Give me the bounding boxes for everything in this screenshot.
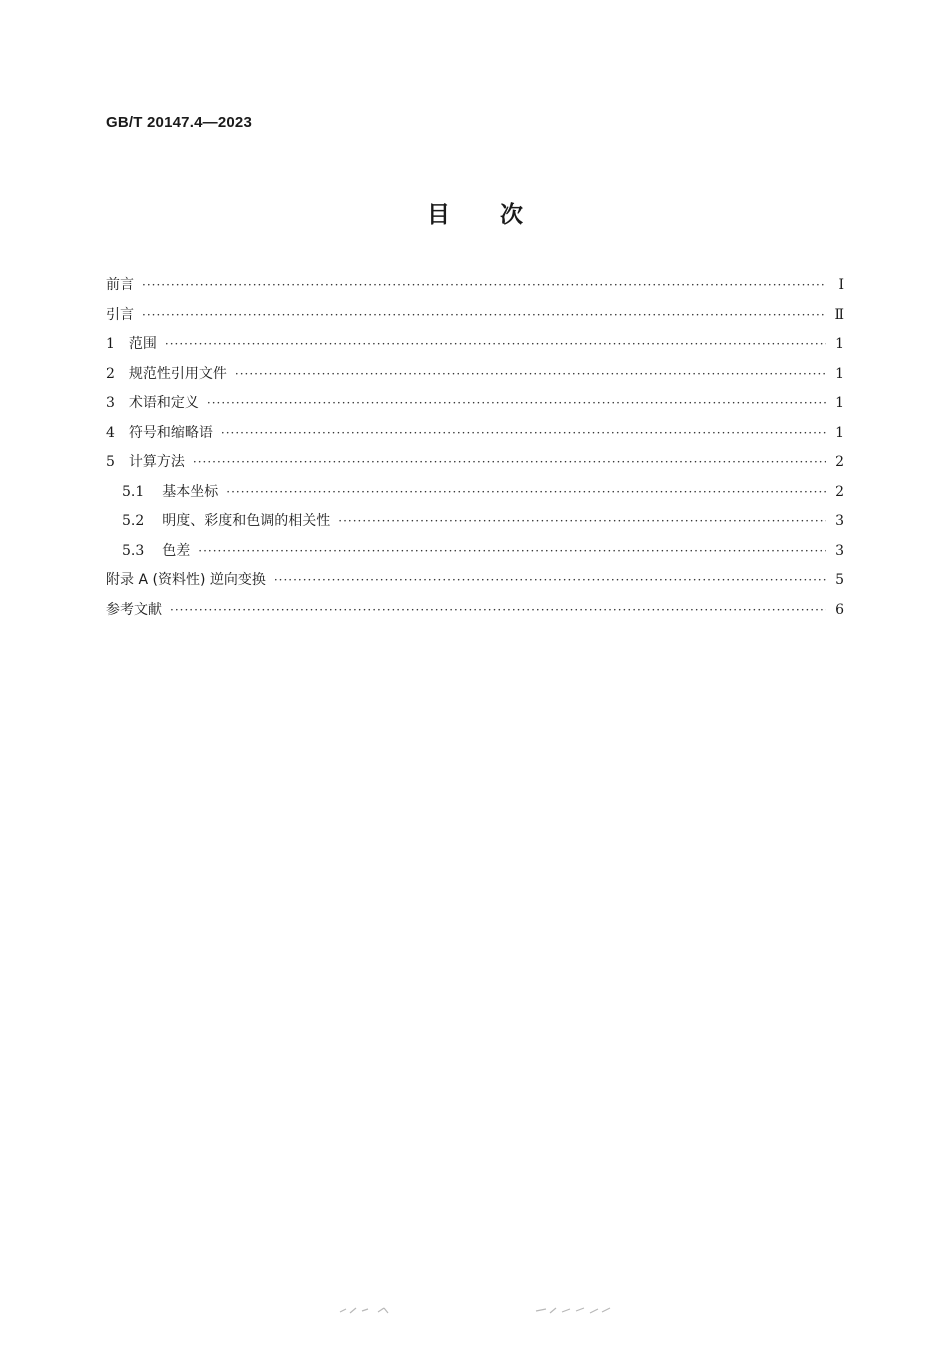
toc-entry-number: 1 [106, 336, 115, 352]
toc-leader-dots [165, 330, 826, 360]
toc-leader-dots [226, 478, 826, 508]
toc-entry-page: 5 [835, 572, 844, 588]
toc-entry-label: 规范性引用文件 [128, 365, 227, 382]
toc-entry-normative-references[interactable] [106, 360, 844, 390]
toc-entry-number: 5.3 [122, 542, 145, 559]
toc-entry-page: 2 [835, 483, 844, 500]
standard-code: GB/T 20147.4—2023 [106, 114, 252, 131]
toc-entry-page: Ⅰ [838, 277, 844, 293]
toc-entry-label: 色差 [162, 542, 191, 559]
toc-entry-symbols-abbreviations[interactable] [106, 419, 844, 449]
toc-entry-foreword[interactable] [106, 271, 844, 301]
toc-entry-label: 前言 [106, 277, 134, 293]
toc-entry-page: 3 [835, 542, 844, 559]
toc-entry-number: 5 [106, 454, 115, 470]
toc-entry-page: 1 [835, 336, 844, 352]
toc-entry-page: 1 [835, 424, 844, 441]
toc-entry-page: 1 [835, 365, 844, 382]
toc-entry-number: 3 [106, 395, 115, 411]
toc-leader-dots [170, 596, 826, 626]
toc-entry-label: 引言 [106, 306, 134, 323]
cropped-footer-text [0, 1302, 950, 1316]
toc-entry-page: Ⅱ [834, 306, 844, 323]
toc-entry-label: 附录 A (资料性) 逆向变换 [106, 572, 266, 588]
toc-entry-scope[interactable] [106, 330, 844, 360]
toc-entry-number: 2 [106, 365, 115, 382]
toc-entry-bibliography[interactable] [106, 596, 844, 626]
toc-entry-label: 符号和缩略语 [128, 424, 213, 441]
cropped-footer-strokes [0, 1303, 950, 1317]
toc-entry-number: 5.1 [122, 483, 145, 500]
toc-entry-number: 4 [106, 424, 115, 441]
page-title [0, 196, 950, 229]
toc-entry-label: 基本坐标 [162, 483, 219, 500]
toc-entry-basic-coordinates[interactable] [106, 478, 844, 508]
toc-leader-dots [198, 537, 826, 567]
toc-leader-dots [142, 271, 826, 301]
toc-entry-label: 术语和定义 [128, 395, 199, 411]
toc-entry-page: 6 [835, 601, 844, 618]
toc-entry-label: 参考文献 [106, 601, 162, 618]
toc-entry-page: 3 [835, 513, 844, 529]
title-char-2: 次 [500, 202, 523, 228]
toc-entry-number: 5.2 [122, 513, 145, 529]
toc-entry-page: 1 [835, 395, 844, 411]
toc-leader-dots [142, 301, 826, 331]
toc-list [106, 271, 844, 625]
toc-entry-annex-a[interactable] [106, 566, 844, 596]
toc-entry-page: 2 [835, 454, 844, 470]
toc-leader-dots [221, 419, 826, 449]
toc-entry-calculation-method[interactable] [106, 448, 844, 478]
toc-entry-label: 明度、彩度和色调的相关性 [162, 513, 331, 529]
toc-entry-label: 计算方法 [128, 454, 185, 470]
toc-entry-introduction[interactable] [106, 301, 844, 331]
toc-entry-terms-definitions[interactable] [106, 389, 844, 419]
toc-leader-dots [274, 566, 826, 596]
toc-leader-dots [207, 389, 826, 419]
toc-entry-color-difference[interactable] [106, 537, 844, 567]
title-char-1: 目 [427, 202, 450, 228]
toc-leader-dots [235, 360, 826, 390]
toc-entry-label: 范围 [128, 336, 157, 352]
toc-leader-dots [338, 507, 826, 537]
toc-leader-dots [193, 448, 826, 478]
toc-entry-correlates[interactable] [106, 507, 844, 537]
